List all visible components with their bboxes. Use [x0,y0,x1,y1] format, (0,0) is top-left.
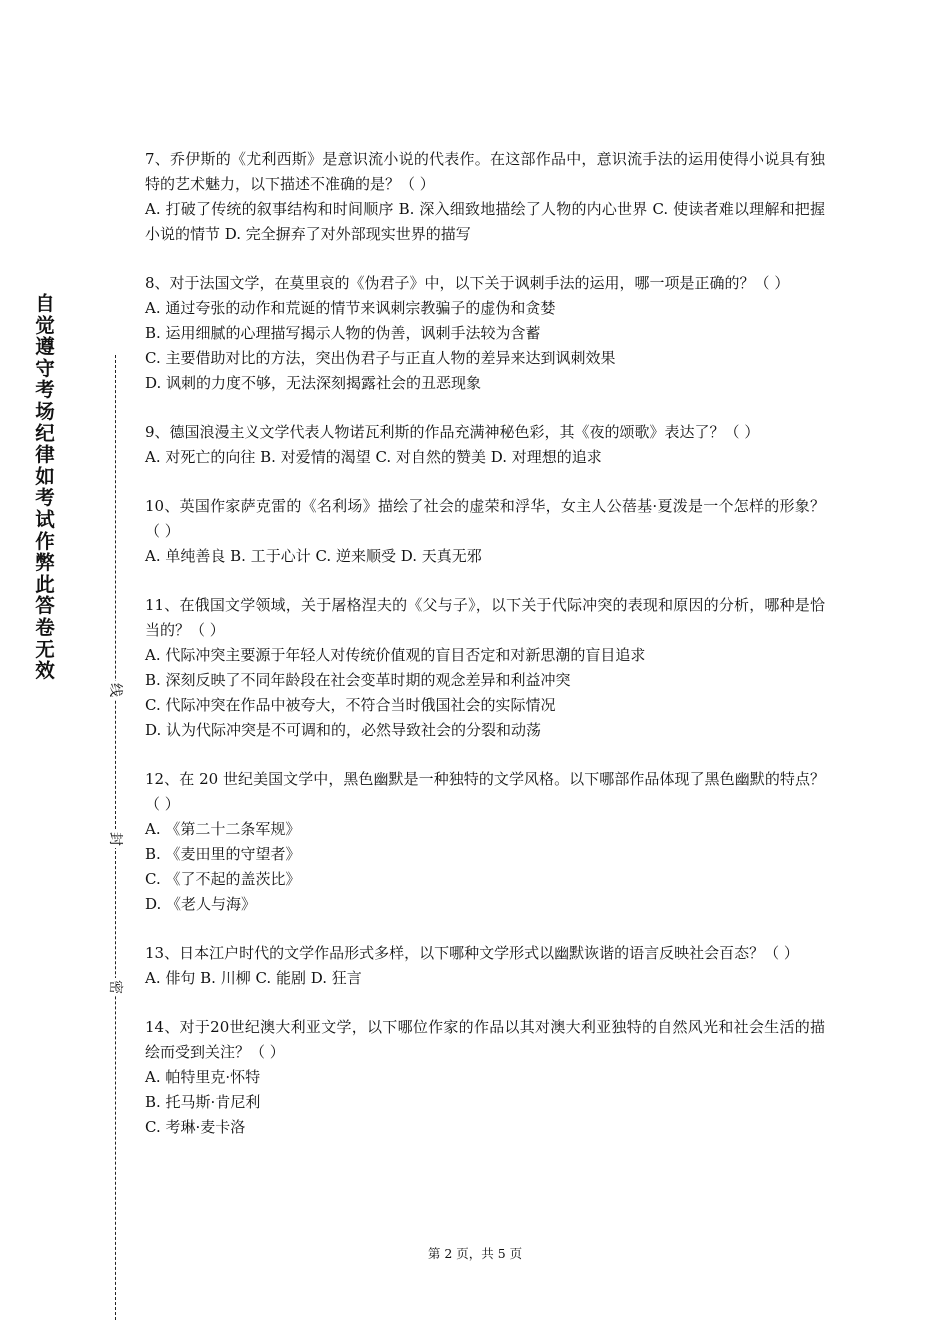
question-options: A. 对死亡的向往 B. 对爱情的渴望 C. 对自然的赞美 D. 对理想的追求 [145,448,602,466]
question-11 [145,593,825,743]
question-options: A. 俳句 B. 川柳 C. 能剧 D. 狂言 [145,969,362,987]
option-c: C. 代际冲突在作品中被夸大，不符合当时俄国社会的实际情况 [145,696,556,714]
question-stem: 8、对于法国文学，在莫里哀的《伪君子》中，以下关于讽刺手法的运用，哪一项是正确的？（ ） [145,274,790,292]
question-stem: 14、对于20世纪澳大利亚文学，以下哪位作家的作品以其对澳大利亚独特的自然风光和社会生活的描绘而受到关注？（ ） [145,1018,825,1061]
question-stem: 12、在 20 世纪美国文学中，黑色幽默是一种独特的文学风格。以下哪部作品体现了黑色幽默的特点？（ ） [145,770,825,813]
option-b: B. 托马斯·肯尼利 [145,1093,261,1111]
option-c: C. 主要借助对比的方法，突出伪君子与正直人物的差异来达到讽刺效果 [145,349,616,367]
option-b: B. 运用细腻的心理描写揭示人物的伪善，讽刺手法较为含蓄 [145,324,541,342]
question-stem: 7、乔伊斯的《尤利西斯》是意识流小说的代表作。在这部作品中，意识流手法的运用使得小说具有独特的艺术魅力，以下描述不准确的是？（ ） [145,150,825,193]
question-options: A. 打破了传统的叙事结构和时间顺序 B. 深入细致地描绘了人物的内心世界 C. 使读者难以理解和把握小说的情节 D. 完全摒弃了对外部现实世界的描写 [145,200,825,243]
question-8 [145,271,825,396]
binding-mark-seal: 封 [107,832,123,846]
option-b: B. 《麦田里的守望者》 [145,845,301,863]
option-d: D. 《老人与海》 [145,895,257,913]
exam-discipline-notice: 自觉遵守考场纪律如考试作弊此答卷无效 [35,292,55,683]
question-stem: 13、日本江户时代的文学作品形式多样，以下哪种文学形式以幽默诙谐的语言反映社会百态？（ ） [145,944,799,962]
question-13 [145,941,825,991]
option-c: C. 考琳·麦卡洛 [145,1118,246,1136]
question-10 [145,494,825,569]
option-a: A. 通过夸张的动作和荒诞的情节来讽刺宗教骗子的虚伪和贪婪 [145,299,556,317]
binding-mark-line: 线 [107,683,123,697]
question-stem: 9、德国浪漫主义文学代表人物诺瓦利斯的作品充满神秘色彩，其《夜的颂歌》表达了？（ ） [145,423,760,441]
option-b: B. 深刻反映了不同年龄段在社会变革时期的观念差异和利益冲突 [145,671,571,689]
question-12 [145,767,825,917]
question-stem: 10、英国作家萨克雷的《名利场》描绘了社会的虚荣和浮华，女主人公蓓基·夏泼是一个怎样的形象？（ ） [145,497,825,540]
option-d: D. 认为代际冲突是不可调和的，必然导致社会的分裂和动荡 [145,721,542,739]
option-d: D. 讽刺的力度不够，无法深刻揭露社会的丑恶现象 [145,374,482,392]
question-options: A. 单纯善良 B. 工于心计 C. 逆来顺受 D. 天真无邪 [145,547,482,565]
question-9 [145,420,825,470]
page-number-footer: 第 2 页，共 5 页 [427,1246,523,1261]
binding-mark-secret: 密 [107,980,123,994]
question-list [145,147,825,1164]
option-a: A. 代际冲突主要源于年轻人对传统价值观的盲目否定和对新思潮的盲目追求 [145,646,646,664]
option-a: A. 帕特里克·怀特 [145,1068,261,1086]
question-7 [145,147,825,247]
option-c: C. 《了不起的盖茨比》 [145,870,301,888]
option-a: A. 《第二十二条军规》 [145,820,301,838]
question-stem: 11、在俄国文学领域，关于屠格涅夫的《父与子》，以下关于代际冲突的表现和原因的分析，哪种是恰当的？（ ） [145,596,825,639]
question-14 [145,1015,825,1140]
